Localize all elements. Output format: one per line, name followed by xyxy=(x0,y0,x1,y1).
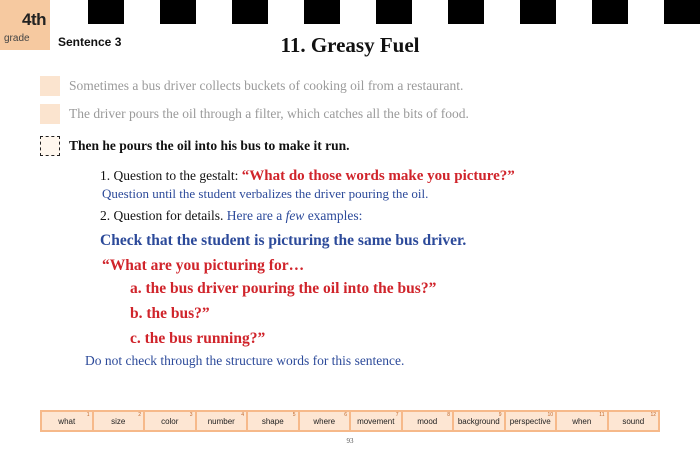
option-b: b. the bus?” xyxy=(130,305,210,322)
sentence-row-2 xyxy=(40,104,469,124)
question-gestalt-note: Question until the student verbalizes the driver pouring the oil. xyxy=(102,186,429,201)
checker-square xyxy=(520,0,556,24)
structure-word-mood xyxy=(403,412,453,430)
checker-square xyxy=(88,0,124,24)
structure-word-sound xyxy=(609,412,659,430)
structure-word-when xyxy=(557,412,607,430)
option-c: c. the bus running?” xyxy=(130,330,266,347)
sentence-checkbox xyxy=(40,76,60,96)
checker-square xyxy=(52,0,88,24)
sentence-row-3 xyxy=(40,136,350,156)
structure-word-shape xyxy=(248,412,298,430)
page-title: 11. Greasy Fuel xyxy=(280,33,420,57)
checker-strip xyxy=(52,0,700,24)
structure-word-label: what xyxy=(58,416,76,426)
grade-number: 4th xyxy=(22,10,46,29)
structure-word-label: color xyxy=(161,416,179,426)
checker-square xyxy=(268,0,304,24)
structure-word-label: size xyxy=(111,416,126,426)
check-instruction: Check that the student is picturing the same bus driver. xyxy=(100,232,467,249)
structure-word-color xyxy=(145,412,195,430)
note-emphasis: few xyxy=(285,208,305,223)
sentence-checkbox xyxy=(40,104,60,124)
structure-word-number: 10 xyxy=(547,412,553,418)
sentence-text: The driver pours the oil through a filter, which catches all the bits of food. xyxy=(69,106,469,121)
question-details-prefix: 2. Question for details. xyxy=(100,208,227,223)
structure-word-movement xyxy=(351,412,401,430)
structure-word-background xyxy=(454,412,504,430)
structure-word-number: 11 xyxy=(599,412,605,418)
question-details-note xyxy=(227,208,363,223)
structure-word-number: 2 xyxy=(138,412,141,418)
option-a: a. the bus driver pouring the oil into the bus?” xyxy=(130,280,437,297)
final-note: Do not check through the structure words for this sentence. xyxy=(85,353,405,368)
structure-word-number: 1 xyxy=(86,412,90,418)
note-before: Here are a xyxy=(226,208,286,223)
checker-square xyxy=(304,0,340,24)
checker-square xyxy=(160,0,196,24)
structure-word-number: 5 xyxy=(292,412,296,418)
structure-word-label: number xyxy=(207,416,235,426)
structure-word-size xyxy=(94,412,144,430)
checker-square xyxy=(556,0,592,24)
checker-square xyxy=(484,0,520,24)
checker-square xyxy=(664,0,700,24)
structure-word-number: 12 xyxy=(650,412,656,418)
structure-word-number: 4 xyxy=(241,412,244,418)
question-gestalt-quote: “What do those words make you picture?” xyxy=(241,168,515,184)
structure-word-bar xyxy=(40,410,660,432)
structure-word-label: background xyxy=(457,416,500,426)
structure-word-what xyxy=(42,412,92,430)
picturing-question: “What are you picturing for… xyxy=(102,257,305,274)
sentence-row-1 xyxy=(40,76,463,96)
sentence-text: Then he pours the oil into his bus to make it run. xyxy=(69,138,350,153)
structure-word-where xyxy=(300,412,350,430)
checker-square xyxy=(124,0,160,24)
checker-square xyxy=(340,0,376,24)
page-number: 93 xyxy=(346,437,354,445)
sentence-text: Sometimes a bus driver collects buckets of cooking oil from a restaurant. xyxy=(69,78,464,93)
structure-word-label: sound xyxy=(622,416,645,426)
structure-word-label: movement xyxy=(357,416,395,426)
checker-square xyxy=(592,0,628,24)
question-details xyxy=(100,208,362,224)
structure-word-label: perspective xyxy=(509,416,551,426)
note-after: examples: xyxy=(304,208,363,223)
structure-word-number: 3 xyxy=(189,412,193,418)
structure-word-number: 8 xyxy=(447,412,450,418)
question-gestalt-prefix: 1. Question to the gestalt: xyxy=(100,168,242,183)
structure-word-label: when xyxy=(572,416,592,426)
checker-square xyxy=(232,0,268,24)
checker-square xyxy=(376,0,412,24)
structure-word-label: shape xyxy=(261,416,284,426)
current-sentence-box xyxy=(40,136,60,156)
structure-word-number: 6 xyxy=(344,412,347,418)
checker-square xyxy=(412,0,448,24)
checker-square xyxy=(196,0,232,24)
grade-word: grade xyxy=(4,33,30,44)
structure-word-number: 7 xyxy=(395,412,399,418)
question-gestalt xyxy=(100,168,515,185)
structure-word-number: 9 xyxy=(498,412,502,418)
checker-square xyxy=(628,0,664,24)
structure-word-number xyxy=(197,412,247,430)
structure-word-label: where xyxy=(313,416,336,426)
checker-square xyxy=(448,0,484,24)
sentence-label: Sentence 3 xyxy=(58,35,122,49)
structure-word-label: mood xyxy=(417,416,438,426)
structure-word-perspective xyxy=(506,412,556,430)
